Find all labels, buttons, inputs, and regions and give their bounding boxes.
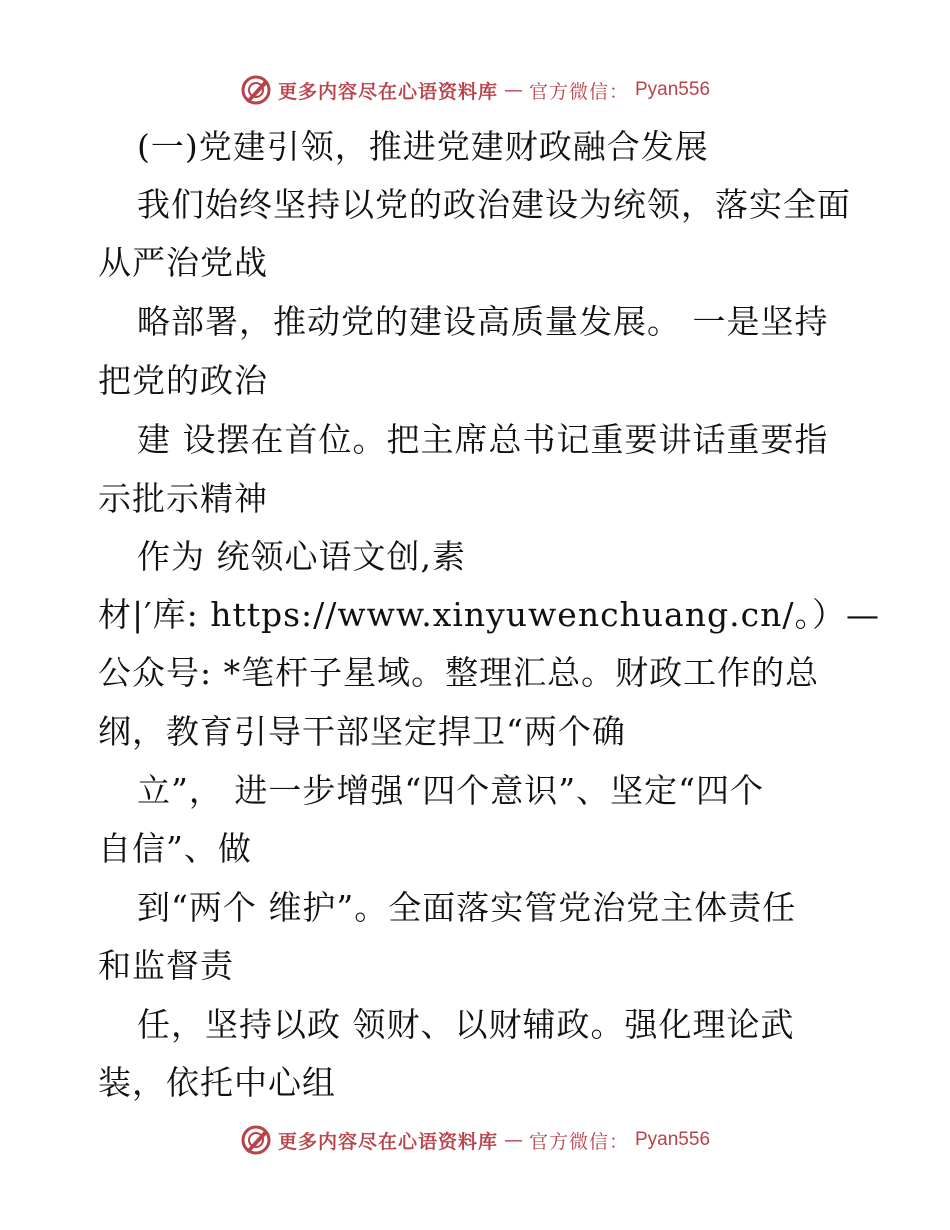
text-line: 公众号: *笔杆子星域。整理汇总。财政工作的总: [98, 653, 820, 692]
pen-logo-icon: [240, 74, 272, 106]
text-line: 建 设摆在首位。把主席总书记重要讲话重要指: [137, 420, 829, 459]
header-banner: [0, 72, 950, 108]
banner-wechat-id: Pyan556: [635, 79, 711, 100]
text-line: 材|′库: https://www.xinyuwenchuang.cn/。）—: [98, 595, 880, 634]
banner-sub-text: 官方微信：: [528, 80, 629, 103]
text-line: 和监督责: [98, 946, 234, 985]
banner-sub-text: 官方微信：: [528, 1130, 629, 1153]
text-line: 任，坚持以政 领财、以财辅政。强化理论武: [137, 1005, 795, 1044]
text-line: 立”， 进一步增强“四个意识”、坚定“四个: [137, 771, 764, 810]
text-line: 从严治党战: [98, 243, 268, 282]
pen-logo-icon: [240, 1124, 272, 1156]
text-line: 略部署，推动党的建设高质量发展。 一是坚持: [137, 302, 829, 341]
text-line: 自信”、做: [98, 829, 252, 868]
banner-dash: —: [503, 79, 523, 101]
text-line: 到“两个 维护”。全面落实管党治党主体责任: [137, 888, 797, 927]
text-line: 装，依托中心组: [98, 1063, 336, 1102]
footer-banner: [0, 1122, 950, 1158]
text-line: 纲，教育引导干部坚定捍卫“两个确: [98, 712, 626, 751]
text-line: 我们始终坚持以党的政治建设为统领，落实全面: [137, 185, 851, 224]
banner-wechat-id: Pyan556: [635, 1129, 711, 1150]
banner-dash: —: [503, 1129, 523, 1151]
banner-main-text: 更多内容尽在心语资料库: [277, 80, 498, 103]
text-line: 作为 统领心语文创,素: [137, 537, 466, 576]
text-line: 示批示精神: [98, 479, 268, 518]
banner-main-text: 更多内容尽在心语资料库: [277, 1130, 498, 1153]
text-line: 把党的政治: [98, 361, 268, 400]
heading-line: (一)党建引领，推进党建财政融合发展: [137, 127, 709, 166]
